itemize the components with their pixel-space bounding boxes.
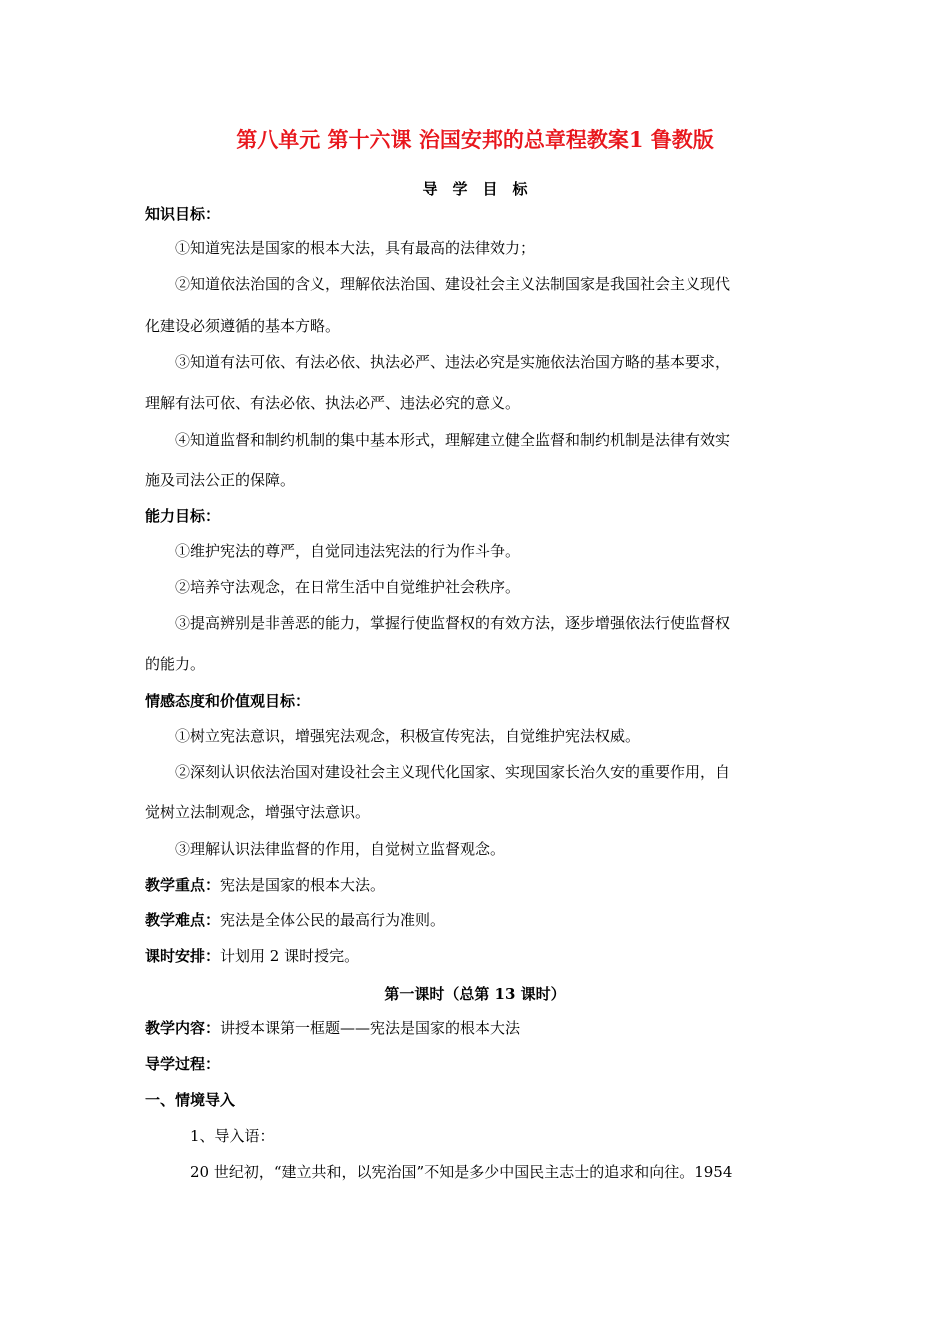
guide-heading: 导 学 目 标 bbox=[422, 180, 528, 198]
intro-text: 20 世纪初，“建立共和，以宪治国”不知是多少中国民主志士的追求和向往。1954 bbox=[190, 1163, 733, 1181]
attitude-item-continued: 觉树立法制观念，增强守法意识。 bbox=[145, 803, 371, 821]
attitude-heading: 情感态度和价值观目标： bbox=[145, 692, 311, 710]
attitude-item: ③理解认识法律监督的作用，自觉树立监督观念。 bbox=[175, 840, 506, 858]
key-point-label: 教学重点： bbox=[145, 876, 221, 894]
difficulty-line bbox=[145, 910, 445, 930]
ability-item: ①维护宪法的尊严，自觉同违法宪法的行为作斗争。 bbox=[175, 542, 521, 560]
schedule-line bbox=[145, 946, 359, 966]
attitude-item: ①树立宪法意识，增强宪法观念，积极宣传宪法，自觉维护宪法权威。 bbox=[175, 727, 641, 745]
content-line bbox=[145, 1018, 520, 1038]
schedule-text: 计划用 2 课时授完。 bbox=[220, 947, 360, 965]
knowledge-item-continued: 施及司法公正的保障。 bbox=[145, 471, 296, 489]
ability-item-continued: 的能力。 bbox=[145, 655, 206, 673]
lesson-heading: 第一课时（总第 13 课时） bbox=[384, 985, 566, 1003]
knowledge-item: ①知道宪法是国家的根本大法，具有最高的法律效力； bbox=[175, 239, 536, 257]
knowledge-item-continued: 化建设必须遵循的基本方略。 bbox=[145, 317, 341, 335]
knowledge-heading: 知识目标： bbox=[145, 205, 221, 223]
ability-heading: 能力目标： bbox=[145, 507, 221, 525]
difficulty-text: 宪法是全体公民的最高行为准则。 bbox=[220, 911, 446, 929]
ability-item: ③提高辨别是非善恶的能力，掌握行使监督权的有效方法，逐步增强依法行使监督权 bbox=[175, 614, 731, 632]
attitude-item: ②深刻认识依法治国对建设社会主义现代化国家、实现国家长治久安的重要作用，自 bbox=[175, 763, 731, 781]
ability-item: ②培养守法观念，在日常生活中自觉维护社会秩序。 bbox=[175, 578, 521, 596]
knowledge-item: ③知道有法可依、有法必依、执法必严、违法必究是实施依法治国方略的基本要求， bbox=[175, 353, 731, 371]
content-label: 教学内容： bbox=[145, 1019, 221, 1037]
difficulty-label: 教学难点： bbox=[145, 911, 221, 929]
knowledge-item: ②知道依法治国的含义，理解依法治国、建设社会主义法制国家是我国社会主义现代 bbox=[175, 275, 731, 293]
process-heading: 导学过程： bbox=[145, 1055, 221, 1073]
section1-heading: 一、情境导入 bbox=[145, 1091, 236, 1109]
schedule-label: 课时安排： bbox=[145, 947, 221, 965]
content-text: 讲授本课第一框题——宪法是国家的根本大法 bbox=[220, 1019, 521, 1037]
document-title: 第八单元 第十六课 治国安邦的总章程教案1 鲁教版 bbox=[236, 127, 714, 152]
intro-label: 1、导入语： bbox=[190, 1127, 275, 1145]
knowledge-item-continued: 理解有法可依、有法必依、执法必严、违法必究的意义。 bbox=[145, 394, 521, 412]
key-point-line bbox=[145, 875, 385, 895]
key-point-text: 宪法是国家的根本大法。 bbox=[220, 876, 386, 894]
knowledge-item: ④知道监督和制约机制的集中基本形式，理解建立健全监督和制约机制是法律有效实 bbox=[175, 431, 731, 449]
